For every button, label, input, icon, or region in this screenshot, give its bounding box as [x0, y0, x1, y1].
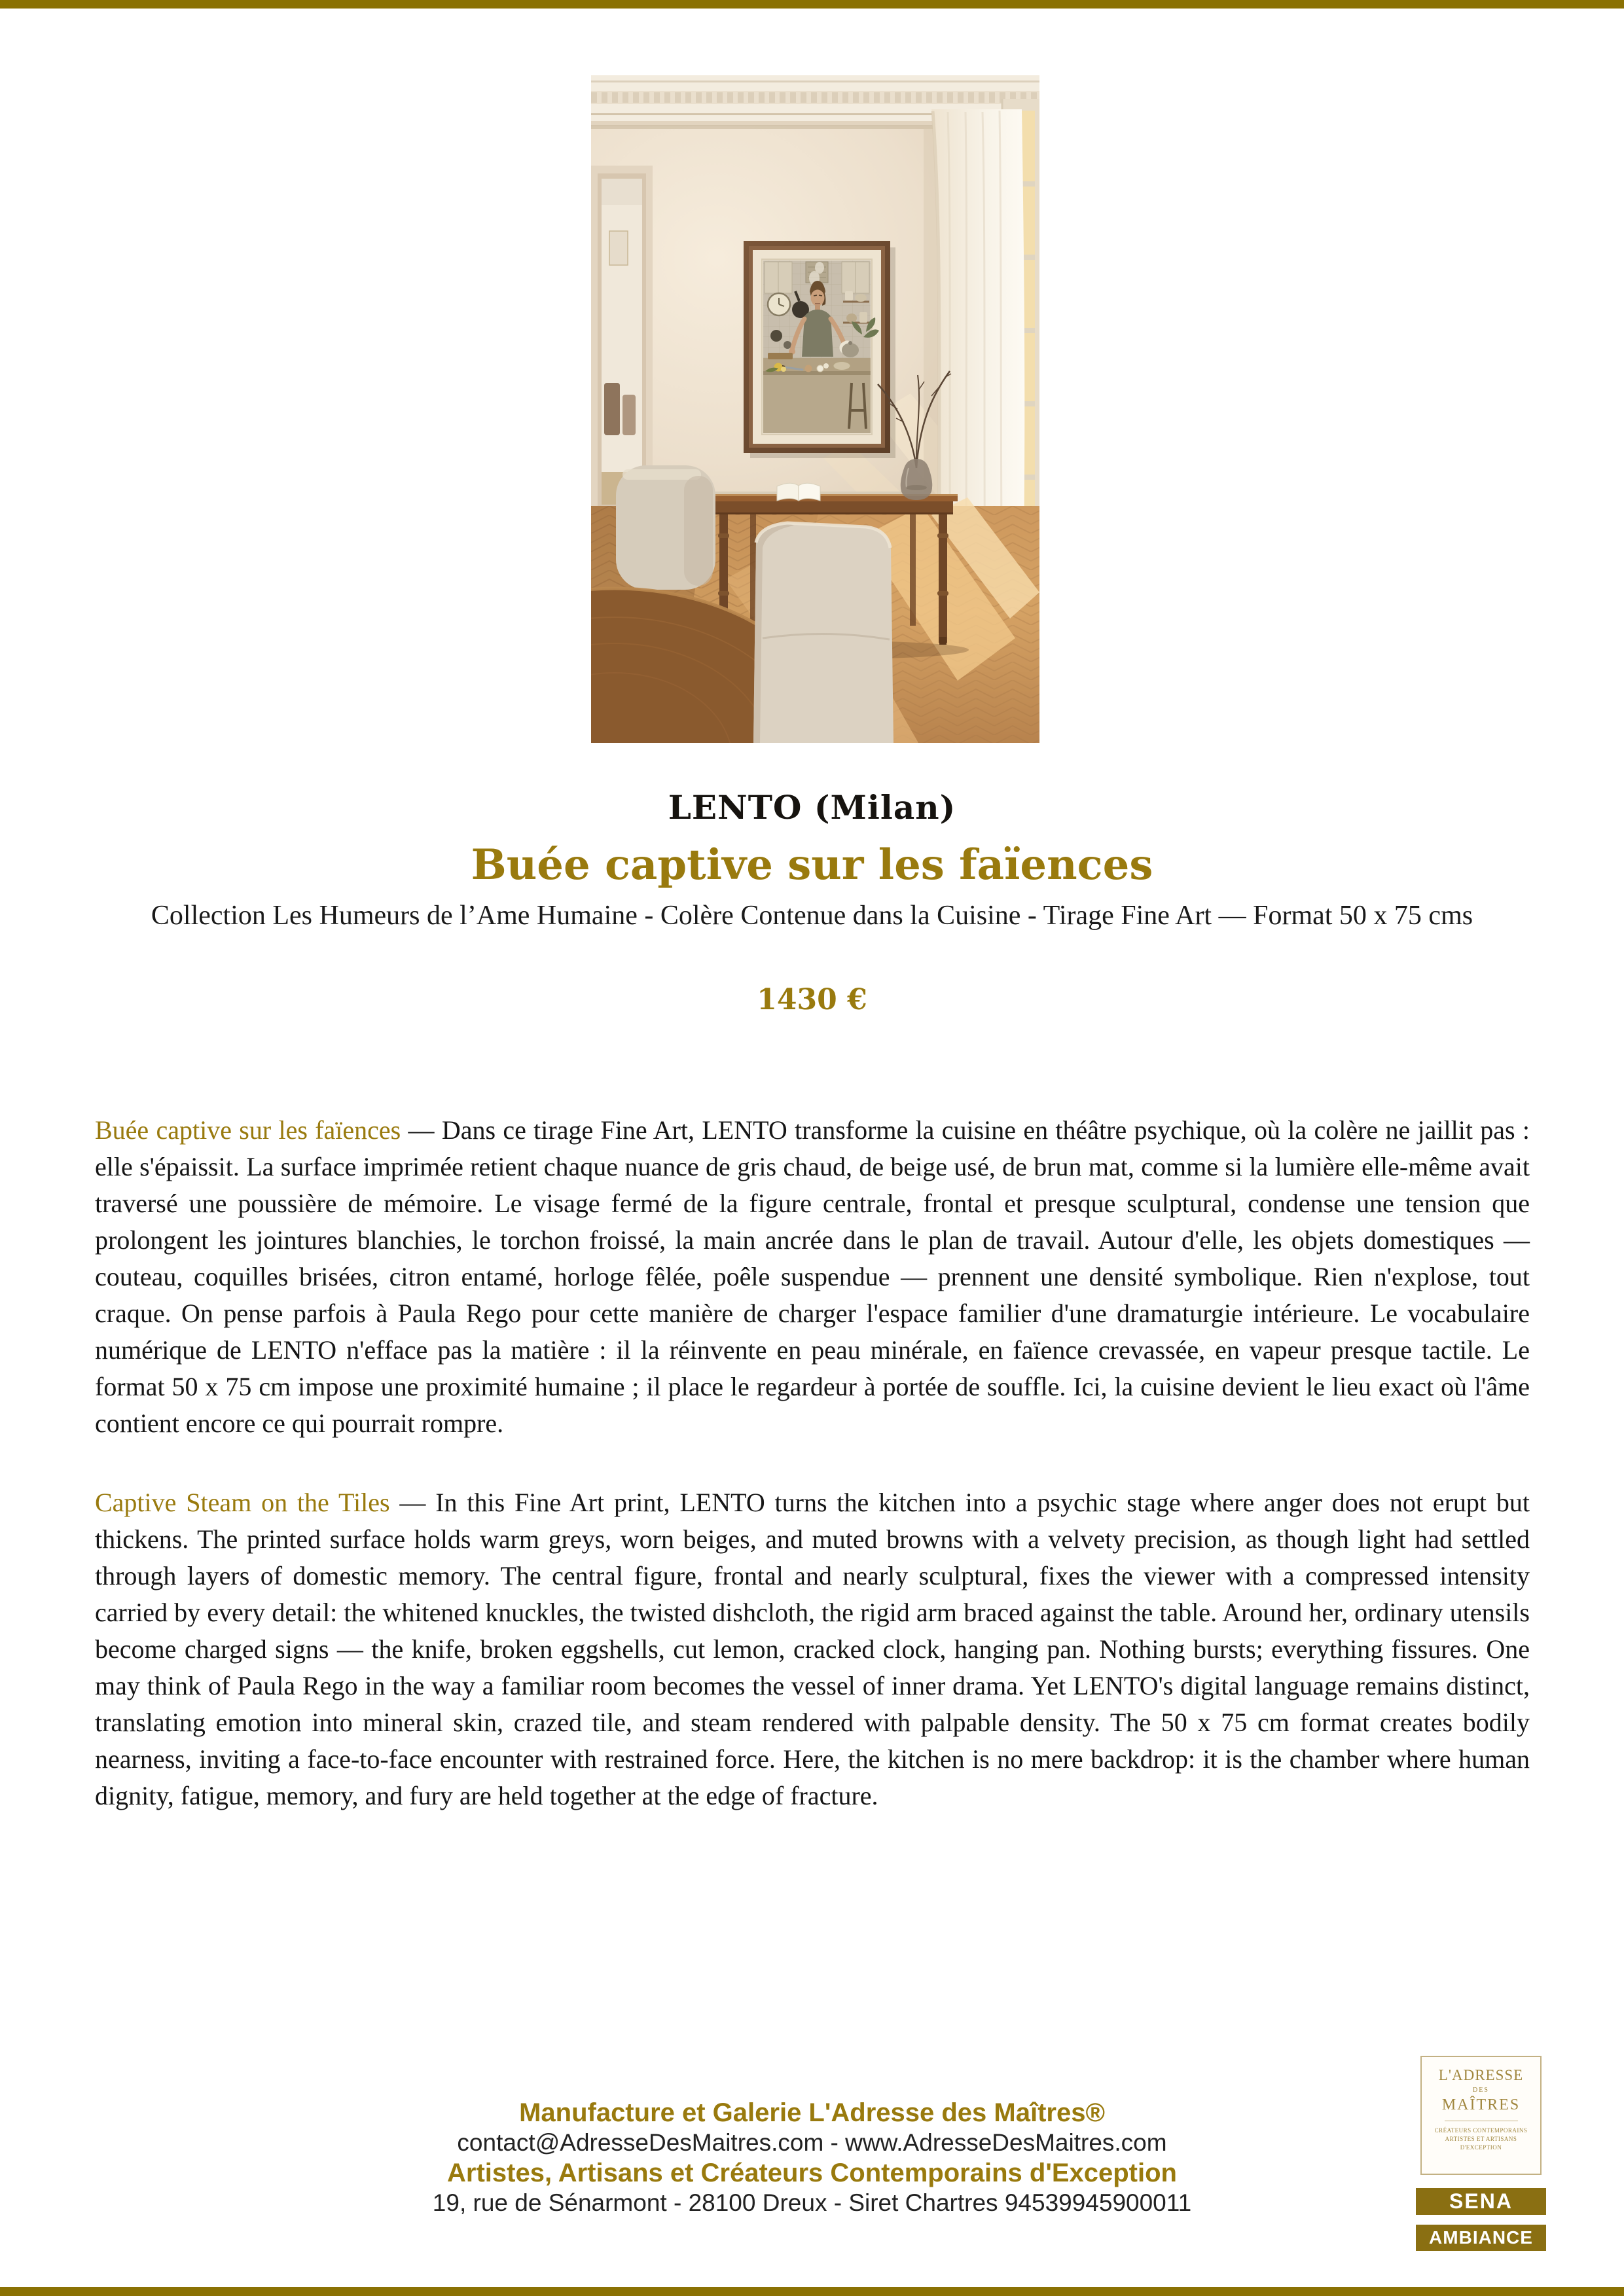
- logo-name-bottom: MAÎTRES: [1441, 2096, 1521, 2113]
- sena-badge: SENA: [1416, 2188, 1546, 2215]
- description-english-lead: Captive Steam on the Tiles: [95, 1488, 390, 1517]
- description-english-body: — In this Fine Art print, LENTO turns the kitchen into a psychic stage where anger does not erupt but thickens. The printed surface holds warm greys, worn beiges, and muted browns with a velvety precision, as though light had settled through layers of domestic memory. The central figure, frontal and nearly sculptural, fixes the viewer with a compressed intensity carried by every detail: the whitened knuckles, the twisted dishcloth, the rigid arm braced against the table. Around her, ordinary utensils become charged signs — the knife, broken eggshells, cut lemon, cracked clock, hanging pan. Nothing bursts; everything fissures. One may think of Paula Rego in the way a familiar room becomes the vessel of inner drama. Yet LENTO's digital language remains distinct, translating emotion into mineral skin, crazed tile, and steam rendered with palpable density. The 50 x 75 cm format creates bodily nearness, inviting a face-to-face encounter with restrained force. Here, the kitchen is no mere backdrop: it is the chamber where human dignity, fatigue, memory, and fury are held together at the edge of fracture.: [95, 1488, 1530, 1810]
- dining-chair-left: [616, 465, 715, 590]
- price: 1430 €: [757, 983, 867, 1016]
- footer-gallery-name: Manufacture et Galerie L'Adresse des Maîtres®: [519, 2098, 1105, 2127]
- description-french-body: — Dans ce tirage Fine Art, LENTO transforme la cuisine en théâtre psychique, où la colère ne jaillit pas : elle s'épaissit. La surface imprimée retient chaque nuance de gris chaud, de beige usé, de brun mat, comme si la lumière elle-même avait traversé une poussière de mémoire. Le visage fermé de la figure centrale, frontal et presque sculptural, condense une tension que prolongent les jointures blanchies, le torchon froissé, la main ancrée dans le plan de travail. Autour d'elle, les objets domestiques — couteau, coquilles brisées, citron entamé, horloge fêlée, poêle suspendue — prennent une densité symbolique. Rien n'explose, tout craque. On pense parfois à Paula Rego pour cette manière de charger l'espace familier d'une dramaturgie intérieure. Le vocabulaire numérique de LENTO n'efface pas la matière : il la réinvente en peau minérale, en faïence crevassée, en vapeur presque tactile. Le format 50 x 75 cm impose une proximité humaine ; il place le regardeur à portée de souffle. Ici, la cuisine devient le lieu exact où l'âme contient encore ce qui pourrait rompre.: [95, 1115, 1530, 1438]
- logo-subtitle-3: D'EXCEPTION: [1460, 2144, 1502, 2151]
- gallery-logo: [1420, 2056, 1542, 2175]
- footer-tagline: Artistes, Artisans et Créateurs Contemporains d'Exception: [447, 2159, 1177, 2187]
- description-french: [95, 1112, 1530, 1442]
- footer-address-line: 19, rue de Sénarmont - 28100 Dreux - Siret Chartres 94539945900011: [432, 2189, 1192, 2216]
- logo-subtitle-2: ARTISTES ET ARTISANS: [1445, 2136, 1517, 2142]
- description-french-lead: Buée captive sur les faïences: [95, 1115, 401, 1145]
- framed-painting: [744, 241, 890, 453]
- footer-contact-line: contact@AdresseDesMaitres.com - www.AdresseDesMaitres.com: [457, 2129, 1167, 2156]
- left-doorway: [591, 166, 653, 514]
- top-gold-bar: [0, 0, 1624, 9]
- bottom-gold-bar: [0, 2287, 1624, 2296]
- logo-name-top: L'ADRESSE: [1438, 2067, 1524, 2083]
- artwork-title: Buée captive sur les faïences: [471, 840, 1153, 889]
- footer: [0, 2098, 1624, 2218]
- interior-photo: [591, 75, 1039, 743]
- dining-chair-front: [753, 523, 893, 743]
- collection-line: Collection Les Humeurs de l’Ame Humaine - Colère Contenue dans la Cuisine - Tirage Fine Art — Format 50 x 75 cms: [151, 901, 1473, 931]
- ambiance-badge: AMBIANCE: [1416, 2225, 1546, 2251]
- open-book: [777, 483, 820, 501]
- logo-subtitle-1: CRÉATEURS CONTEMPORAINS: [1434, 2127, 1528, 2134]
- description-english: [95, 1484, 1530, 1814]
- artist-name: LENTO (Milan): [668, 788, 956, 827]
- logo-name-mid: DES: [1473, 2087, 1489, 2094]
